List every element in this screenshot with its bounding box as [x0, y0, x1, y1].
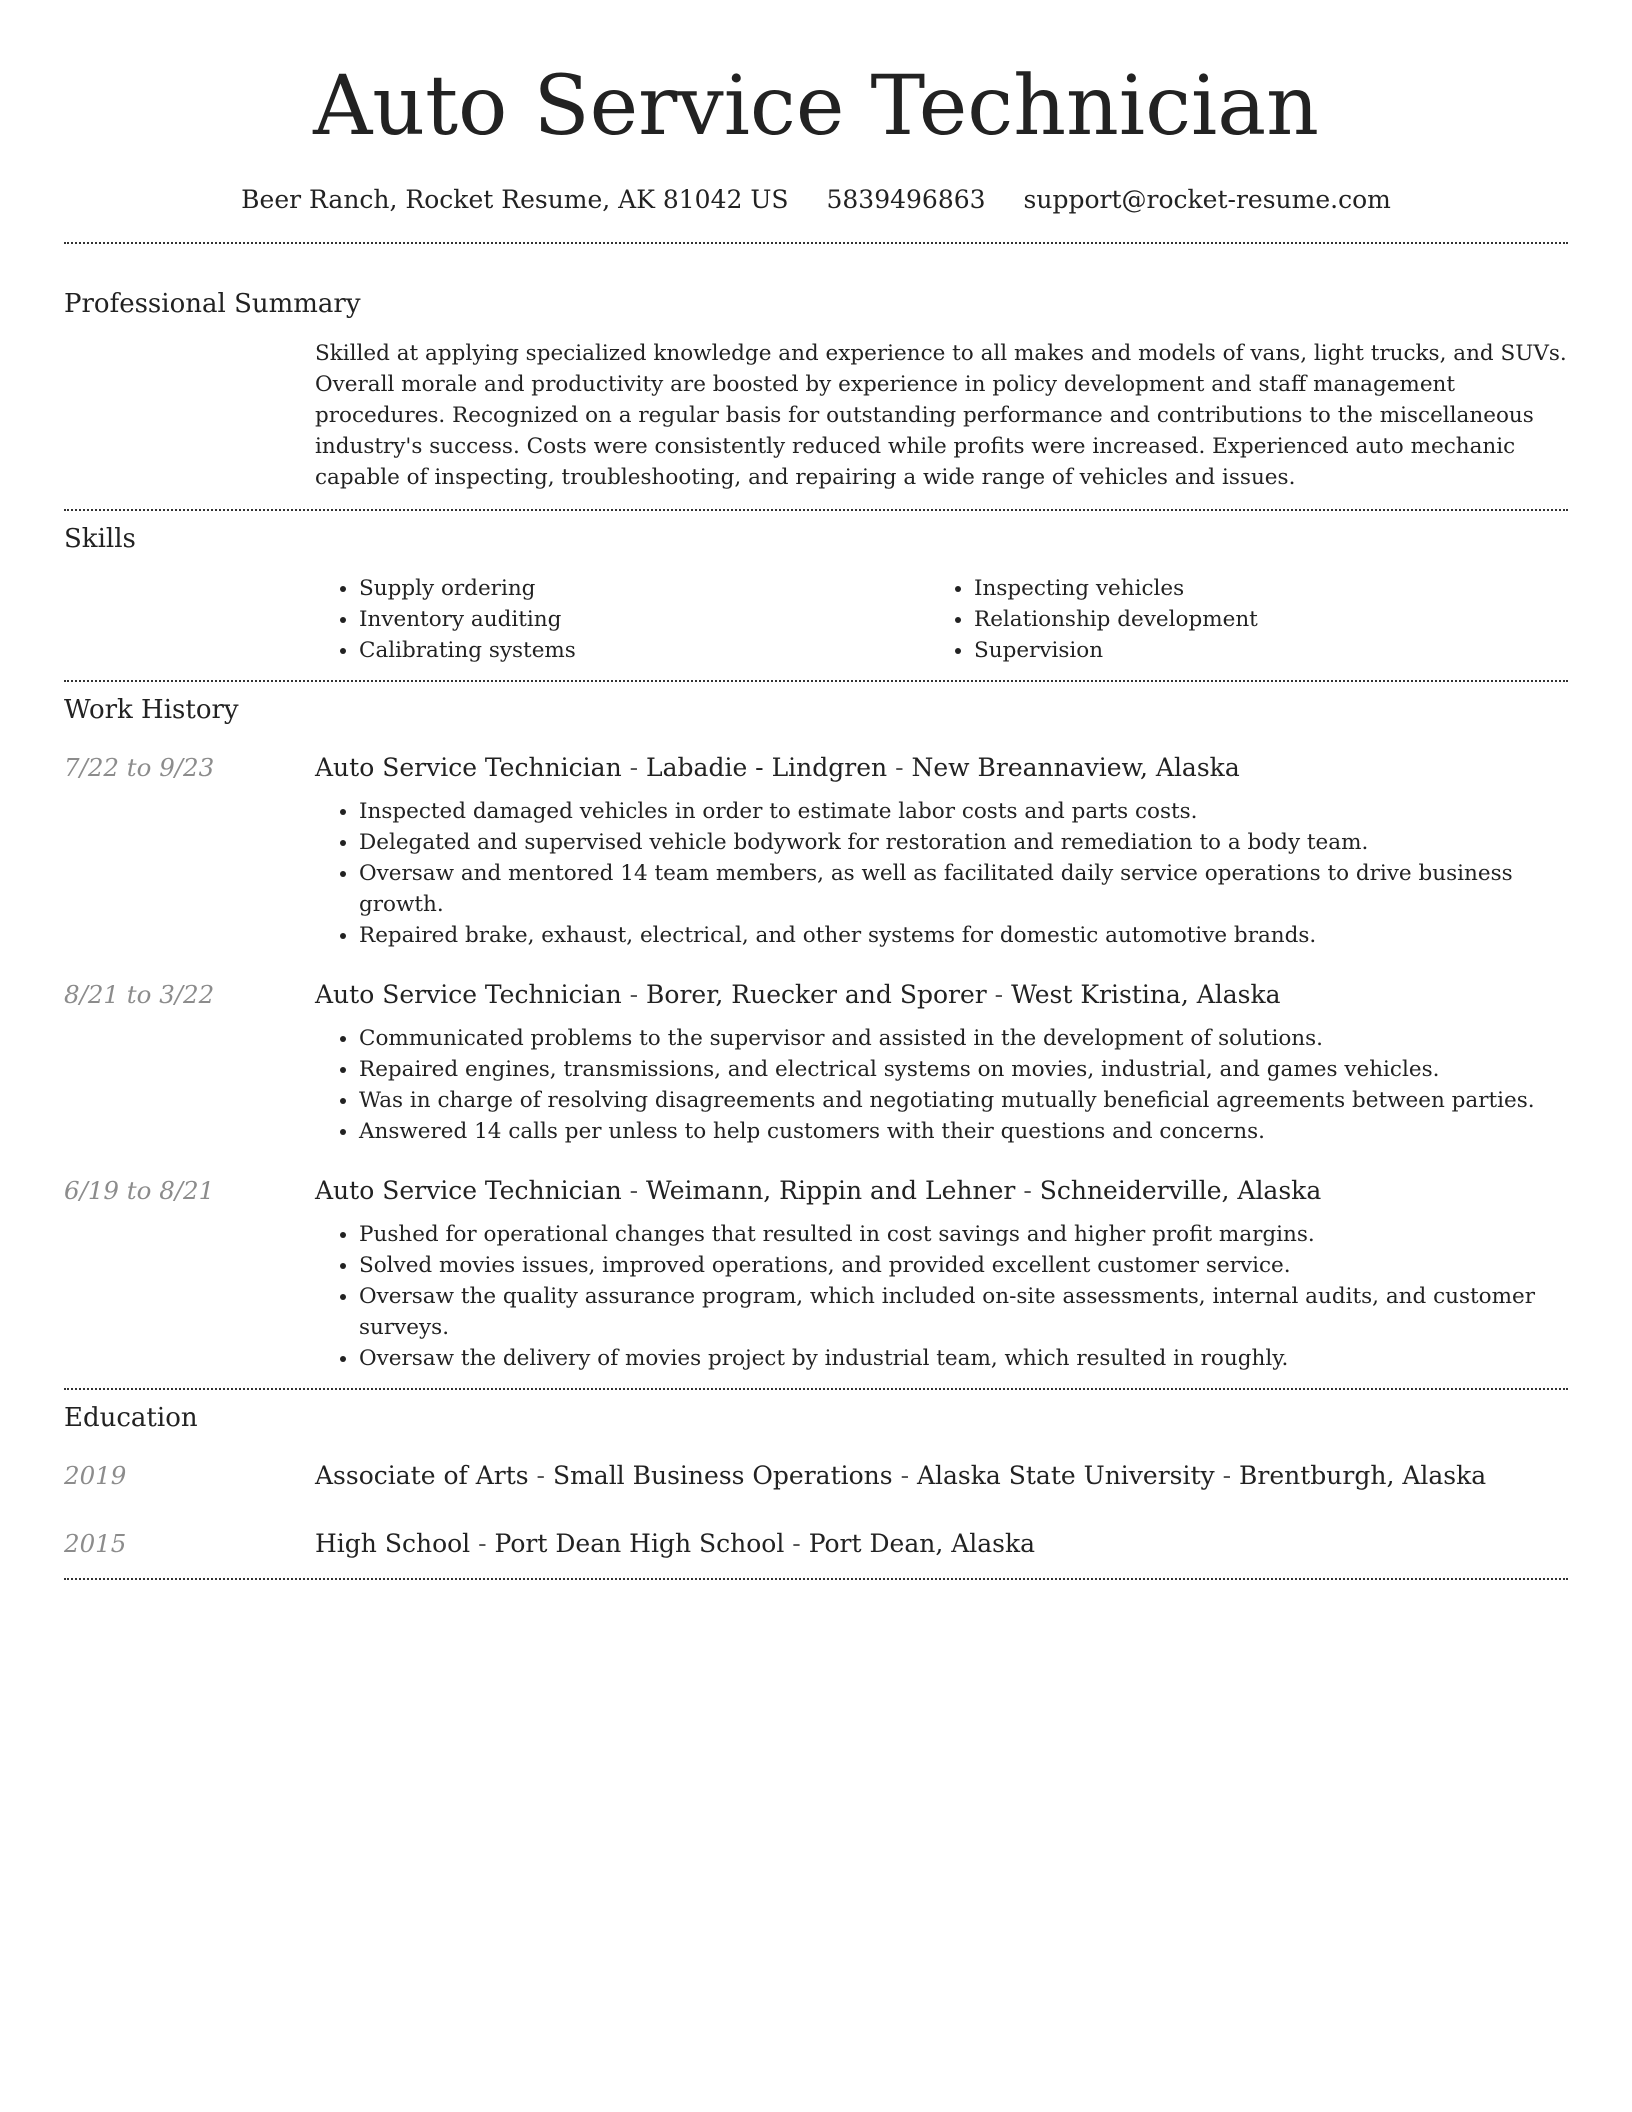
divider — [64, 242, 1568, 244]
job-location: Schneiderville, Alaska — [1039, 1176, 1322, 1205]
job-bullet: • Communicated problems to the supervisor and assisted in the development of solutions. — [359, 1023, 1568, 1054]
skill-item: • Supply ordering — [359, 573, 930, 604]
job-bullet: • Repaired brake, exhaust, electrical, and other systems for domestic automotive brands. — [359, 920, 1568, 951]
job-dates: 7/22 to 9/23 — [64, 753, 215, 782]
job-header — [64, 975, 1568, 1015]
education-title: High School - Port Dean High School - Port Dean, Alaska — [315, 1529, 1036, 1558]
skills-list — [315, 573, 1568, 666]
divider — [64, 1388, 1568, 1390]
education-entry — [64, 1456, 1568, 1496]
section-title-work: Work History — [64, 695, 239, 725]
contact-line — [64, 180, 1568, 220]
education-school: Alaska State University — [916, 1461, 1215, 1490]
job-bullet: • Pushed for operational changes that resulted in cost savings and higher profit margins. — [359, 1219, 1568, 1250]
phone: 5839496863 — [826, 185, 986, 214]
education-entry — [64, 1524, 1568, 1564]
resume-page — [64, 0, 1568, 1580]
divider — [64, 680, 1568, 682]
job-bullet: • Repaired engines, transmissions, and electrical systems on movies, industrial, and games vehicles. — [359, 1054, 1568, 1085]
job-role: Auto Service Technician — [315, 753, 622, 782]
education-degree: High School — [315, 1529, 471, 1558]
job-bullets — [315, 1219, 1568, 1374]
job-bullet: • Inspected damaged vehicles in order to estimate labor costs and parts costs. — [359, 796, 1568, 827]
job-company: Borer, Ruecker and Sporer — [646, 980, 987, 1009]
job-role: Auto Service Technician — [315, 1176, 622, 1205]
education-degree: Associate of Arts — [315, 1461, 529, 1490]
job-company: Weimann, Rippin and Lehner — [646, 1176, 1016, 1205]
education-year: 2019 — [64, 1461, 127, 1490]
education-school: Port Dean High School — [494, 1529, 785, 1558]
education-title: Associate of Arts - Small Business Operations - Alaska State University - Brentburgh, Alaska — [315, 1461, 1487, 1490]
job-bullets — [315, 1023, 1568, 1147]
job-role: Auto Service Technician — [315, 980, 622, 1009]
candidate-name: Auto Service Technician — [313, 59, 1319, 154]
address: Beer Ranch, Rocket Resume, AK 81042 US — [241, 185, 789, 214]
job-location: New Breannaview, Alaska — [911, 753, 1240, 782]
section-title-education: Education — [64, 1403, 198, 1433]
education-location: Port Dean, Alaska — [808, 1529, 1036, 1558]
job-title: Auto Service Technician - Weimann, Rippin and Lehner - Schneiderville, Alaska — [315, 1176, 1322, 1205]
job-bullet: • Answered 14 calls per unless to help customers with their questions and concerns. — [359, 1116, 1568, 1147]
job-bullet: • Solved movies issues, improved operations, and provided excellent customer service. — [359, 1250, 1568, 1281]
job-dates: 6/19 to 8/21 — [64, 1176, 215, 1205]
job-bullet: • Oversaw and mentored 14 team members, as well as facilitated daily service operations to drive business growth. — [359, 858, 1568, 920]
job-title: Auto Service Technician - Borer, Ruecker and Sporer - West Kristina, Alaska — [315, 980, 1281, 1009]
job-dates: 8/21 to 3/22 — [64, 980, 215, 1009]
job-location: West Kristina, Alaska — [1011, 980, 1281, 1009]
skill-item: • Relationship development — [974, 604, 1545, 635]
job-entry — [64, 975, 1568, 1147]
divider — [64, 1578, 1568, 1580]
skills-column-left — [315, 573, 930, 666]
skill-item: • Inventory auditing — [359, 604, 930, 635]
divider — [64, 509, 1568, 511]
job-header — [64, 1171, 1568, 1211]
education-location: Brentburgh, Alaska — [1239, 1461, 1487, 1490]
summary-text: Skilled at applying specialized knowledge and experience to all makes and models of vans, light trucks, and SUVs. Overall morale and productivity are boosted by experience in policy development and staff management procedures. Recognized on a regular basis for outstanding performance and contributions to the miscellaneous industry's success. Costs were consistently reduced while profits were increased. Experienced auto mechanic capable of inspecting, troubleshooting, and repairing a wide range of vehicles and issues. — [315, 341, 1567, 490]
education-field: Small Business Operations — [552, 1461, 893, 1490]
job-bullet: • Oversaw the delivery of movies project by industrial team, which resulted in roughly. — [359, 1343, 1568, 1374]
job-entry — [64, 748, 1568, 951]
job-title: Auto Service Technician - Labadie - Lindgren - New Breannaview, Alaska — [315, 753, 1240, 782]
education-year: 2015 — [64, 1529, 127, 1558]
skill-item: • Calibrating systems — [359, 635, 930, 666]
job-header — [64, 748, 1568, 788]
job-bullet: • Delegated and supervised vehicle bodywork for restoration and remediation to a body team. — [359, 827, 1568, 858]
skills-column-right — [930, 573, 1545, 666]
section-title-summary: Professional Summary — [64, 289, 361, 319]
summary-block — [315, 338, 1568, 493]
skill-item: • Supervision — [974, 635, 1545, 666]
job-bullet: • Was in charge of resolving disagreements and negotiating mutually beneficial agreements between parties. — [359, 1085, 1568, 1116]
job-entry — [64, 1171, 1568, 1374]
email: support@rocket-resume.com — [1023, 185, 1391, 214]
section-title-skills: Skills — [64, 524, 136, 554]
job-bullets — [315, 796, 1568, 951]
job-company: Labadie - Lindgren — [646, 753, 888, 782]
job-bullet: • Oversaw the quality assurance program, which included on-site assessments, internal audits, and customer surveys. — [359, 1281, 1568, 1343]
skill-item: • Inspecting vehicles — [974, 573, 1545, 604]
